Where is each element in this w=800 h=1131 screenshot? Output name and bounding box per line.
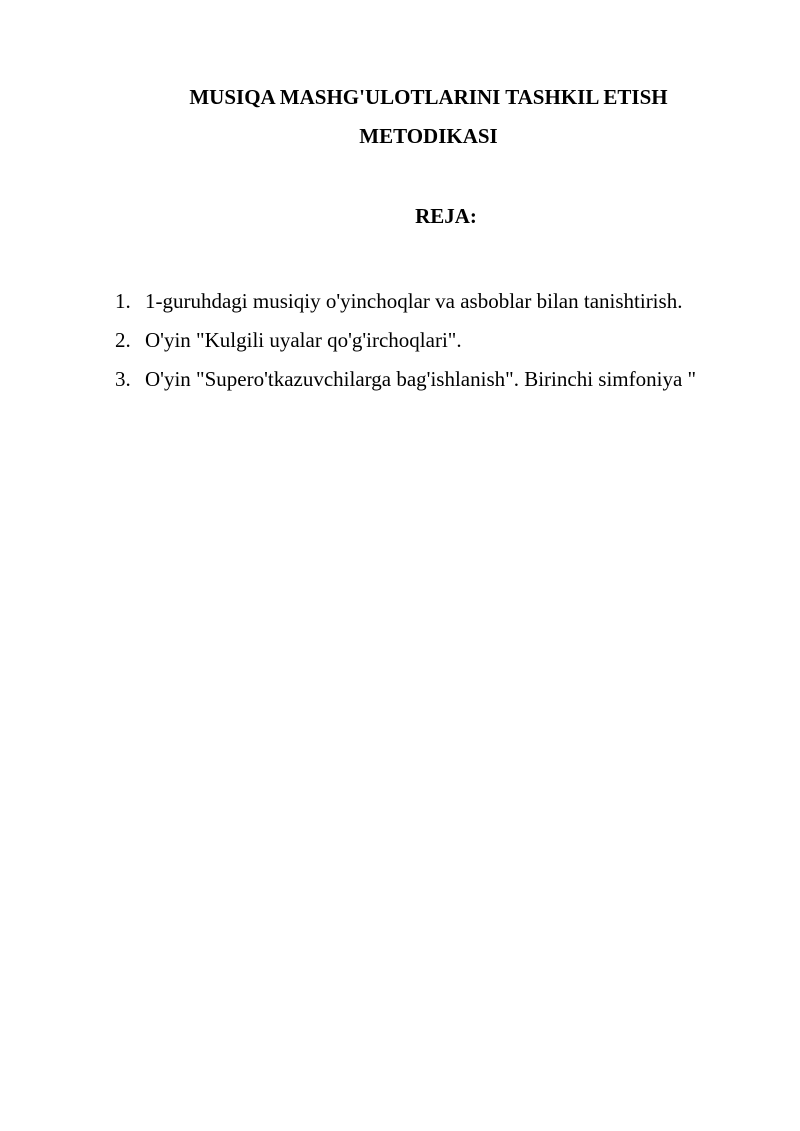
plan-item-3: [115, 360, 742, 399]
plan-item-2: [115, 321, 742, 360]
plan-list: [115, 282, 742, 399]
plan-item-number: 1.: [115, 289, 131, 313]
plan-item-text: O'yin "Supero'tkazuvchilarga bag'ishlanish". Birinchi simfoniya ": [145, 367, 697, 391]
title-line-1: MUSIQA MASHG'ULOTLARINI TASHKIL ETISH: [189, 85, 668, 109]
plan-item-number: 2.: [115, 328, 131, 352]
plan-item-text: O'yin "Kulgili uyalar qo'g'irchoqlari".: [145, 328, 462, 352]
document-title: [115, 78, 742, 156]
plan-item-1: [115, 282, 742, 321]
plan-heading: REJA:: [415, 204, 477, 228]
plan-item-text: 1-guruhdagi musiqiy o'yinchoqlar va asboblar bilan tanishtirish.: [145, 289, 683, 313]
title-line-2: METODIKASI: [359, 124, 498, 148]
plan-item-number: 3.: [115, 367, 131, 391]
